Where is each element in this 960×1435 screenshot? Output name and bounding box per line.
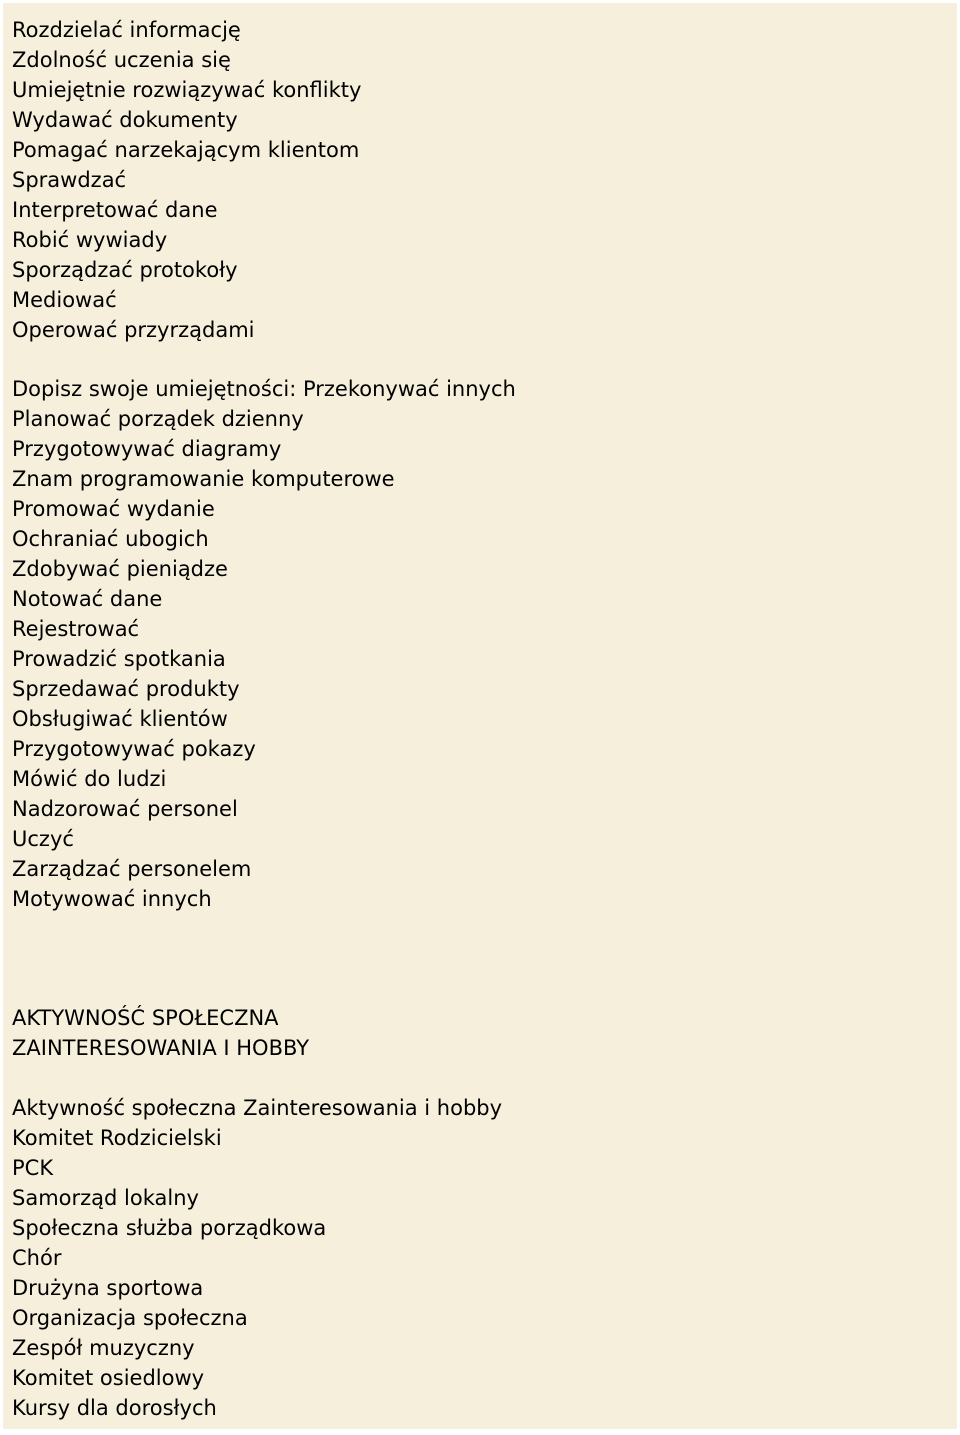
skill-item: Rejestrować	[12, 617, 140, 642]
skill-item: Nadzorować personel	[12, 796, 238, 821]
section-headings	[12, 1004, 957, 1064]
skill-item: Przygotowywać diagramy	[12, 437, 282, 462]
activities-list	[12, 1094, 957, 1423]
skill-item: Planować porządek dzienny	[12, 407, 304, 432]
skill-item: Notować dane	[12, 587, 163, 612]
skills-list-2	[12, 375, 957, 914]
activities-header-line: Aktywność społeczna Zainteresowania i hobby	[12, 1096, 503, 1121]
skill-item: Przygotowywać pokazy	[12, 736, 256, 761]
skill-item: Robić wywiady	[12, 227, 168, 252]
skill-item: Zdolność uczenia się	[12, 47, 231, 72]
skill-item: Interpretować dane	[12, 197, 218, 222]
spacer	[12, 915, 957, 1005]
skill-item: Sporządzać protokoły	[12, 257, 238, 282]
skill-item: Umiejętnie rozwiązywać konflikty	[12, 77, 362, 102]
activity-item: Samorząd lokalny	[12, 1186, 199, 1211]
skill-item: Mediować	[12, 287, 117, 312]
activity-item: Chór	[12, 1246, 62, 1271]
skill-item: Rozdzielać informację	[12, 18, 241, 42]
activity-item: Komitet Rodzicielski	[12, 1126, 222, 1151]
activity-item: Zespół muzyczny	[12, 1335, 195, 1360]
heading-interests-hobbies: ZAINTERESOWANIA I HOBBY	[12, 1036, 310, 1061]
skill-item: Operować przyrządami	[12, 317, 255, 342]
activity-item: Organizacja społeczna	[12, 1305, 248, 1330]
activity-item: Kursy dla dorosłych	[12, 1395, 217, 1420]
skill-item: Sprawdzać	[12, 167, 127, 192]
activity-item: Społeczna służba porządkowa	[12, 1216, 327, 1241]
spacer	[12, 345, 957, 375]
skill-item: Mówić do ludzi	[12, 766, 167, 791]
skill-item: Motywować innych	[12, 886, 212, 911]
skill-item: Wydawać dokumenty	[12, 107, 238, 132]
heading-social-activity: AKTYWNOŚĆ SPOŁECZNA	[12, 1006, 279, 1031]
skill-item: Zarządzać personelem	[12, 856, 252, 881]
skill-item: Obsługiwać klientów	[12, 706, 228, 731]
spacer	[12, 1064, 957, 1094]
skill-item: Promować wydanie	[12, 497, 215, 522]
skills-list-1	[12, 16, 957, 345]
activity-item: Drużyna sportowa	[12, 1275, 204, 1300]
add-your-skills-line: Dopisz swoje umiejętności: Przekonywać innych	[12, 377, 516, 402]
skill-item: Sprzedawać produkty	[12, 676, 240, 701]
skill-item: Ochraniać ubogich	[12, 527, 209, 552]
skill-item: Prowadzić spotkania	[12, 647, 226, 671]
skill-item: Zdobywać pieniądze	[12, 557, 228, 582]
skill-item: Pomagać narzekającym klientom	[12, 137, 360, 162]
activity-item: Komitet osiedlowy	[12, 1365, 205, 1390]
skill-item: Znam programowanie komputerowe	[12, 467, 395, 492]
document-sheet	[3, 3, 957, 1429]
skill-item: Uczyć	[12, 826, 74, 851]
activity-item: PCK	[12, 1156, 54, 1181]
